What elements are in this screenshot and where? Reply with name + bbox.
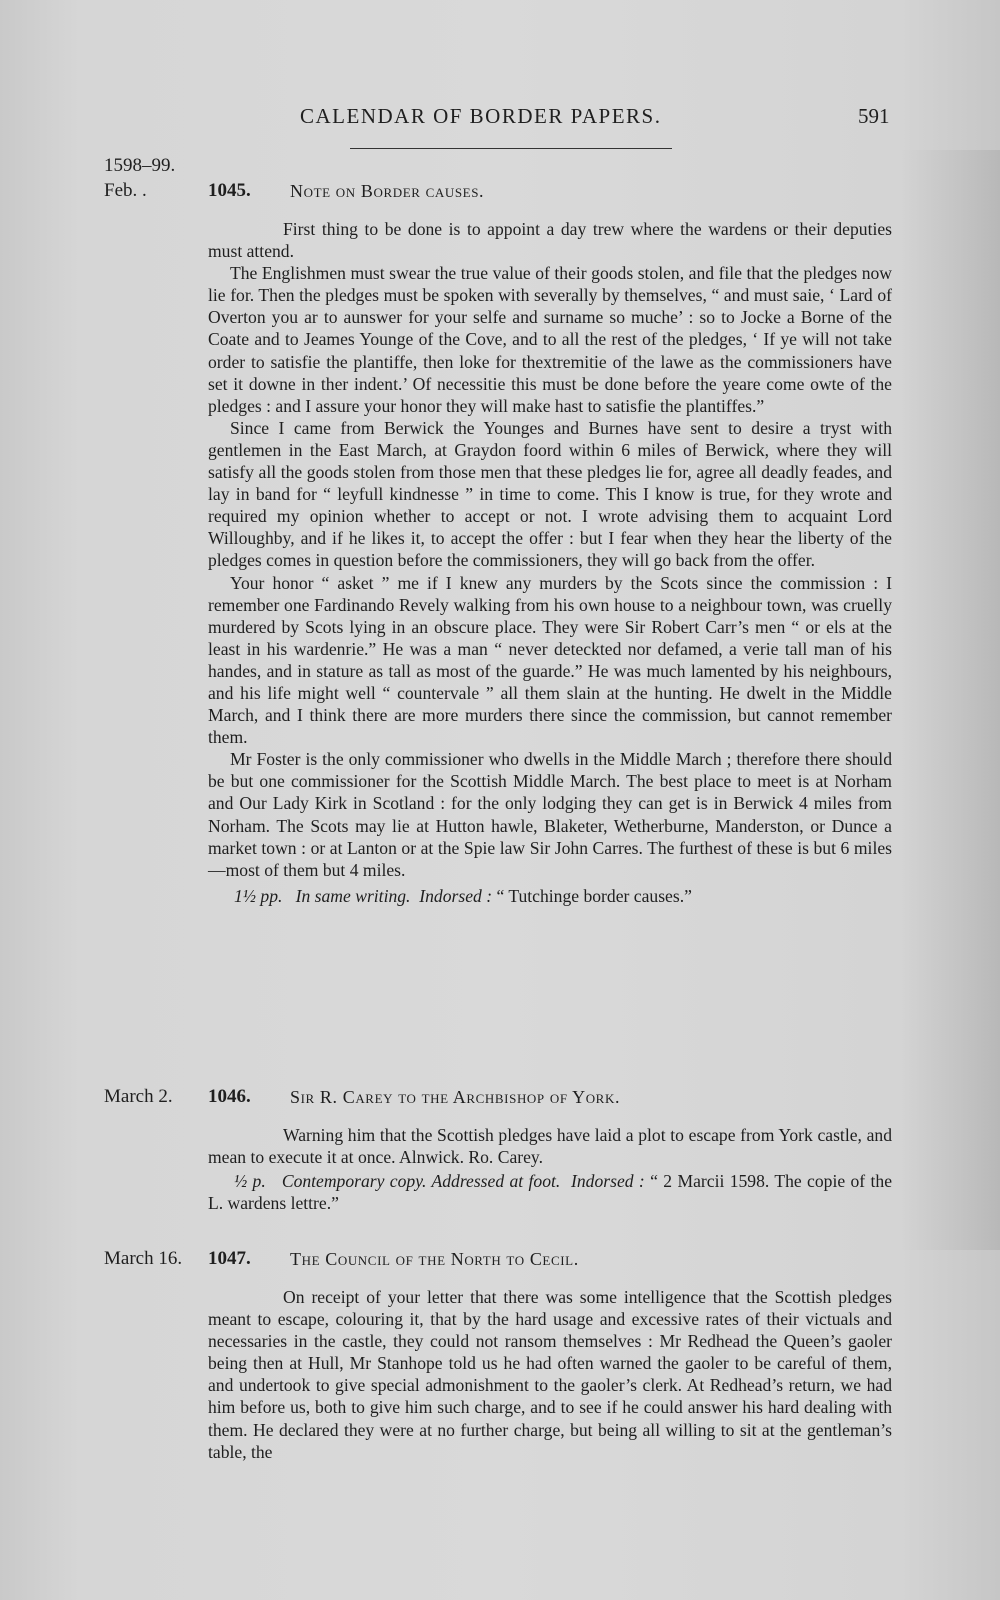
entry-number: 1045. xyxy=(208,180,251,201)
note-text: “ Tutchinge border causes.” xyxy=(496,885,692,906)
note-indorsed: Indorsed : xyxy=(419,885,493,906)
entry-title: Note on Border causes. xyxy=(290,181,485,201)
entry-title: The Council of the North to Cecil. xyxy=(290,1249,579,1269)
paragraph: Mr Foster is the only commissioner who dwells in the Middle March ; therefore there should be but one commissioner for the Scottish Middle March. The best place to meet is at Norham and Our Lady Kirk in Scotland : for the only lodging they can get is in Berwick 4 miles from Norham. The Scots may lie at Hutton hawle, Blaketer, Wetherburne, Manderston, or Dunce a market town : or at Lanton or at the Spie law Sir John Carres. The furthest of these is but 6 miles—most of them but 4 miles. xyxy=(208,749,892,880)
note-writing: In same writing. xyxy=(295,885,411,906)
note-indorsed: Indorsed : xyxy=(571,1171,645,1192)
page-shadow xyxy=(900,150,1000,1250)
document-note xyxy=(208,885,892,907)
entry-body xyxy=(208,1286,892,1463)
entry-date: March 2. xyxy=(104,1086,173,1107)
entry-body xyxy=(208,1124,892,1214)
note-writing: Contemporary copy. Addressed at foot. xyxy=(281,1171,561,1192)
note-pages: 1½ pp. xyxy=(234,885,283,906)
entry-title: Sir R. Carey to the Archbishop of York. xyxy=(290,1087,621,1107)
paragraph: Since I came from Berwick the Younges and Burnes have sent to desire a tryst with gentlemen in the East March, at Graydon foord within 6 miles of Berwick, where they will satisfy all the goods stolen from those men that these pledges lie for, agree all deadly feades, and lay in band for “ leyfull kindnesse ” in time to come. This I know is true, for they wrote and required my opinion whether to accept or not. I wrote advising them to acquaint Lord Willoughby, and if he likes it, to accept the offer : but I fear when they hear the liberty of the pledges comes in question before the commissioners, they will go back from the offer. xyxy=(208,417,892,571)
paragraph: The Englishmen must swear the true value of their goods stolen, and file that the pledges now lie for. Then the pledges must be spoken with severally by themselves, “ and must saie, ‘ Lard of Overton you ar to aunswer for your selfe and surname so muche’ : so to Jocke a Borne of the Coate and to Jeames Younge of the Cove, and to all the rest of the pledges, ‘ If ye will not take order to satisfie the plantiffe, then loke for thextremitie of the lawe as the commissioners have set it downe in ther indent.’ Of necessitie this must be done before the yeare come owte of the pledges : and I assure your honor they will make hast to satisfie the plantiffes.” xyxy=(208,263,892,416)
entry-body xyxy=(208,218,892,907)
page-header xyxy=(0,104,1000,138)
entry-number: 1047. xyxy=(208,1248,251,1269)
year-label: 1598–99. xyxy=(104,155,176,176)
paragraph: Your honor “ asket ” me if I knew any murders by the Scots since the commission : I remember one Fardinando Revely walking from his own house to a neighbour town, was cruelly murdered by Scots lying in an obscure place. They were Sir Robert Carr’s men “ or els at the least in his wardenrie.” He was a man “ never deteckted nor defamed, a verie tall man of his handes, and in stature as tall as most of the guarde.” He was much lamented by his neighbours, and his life might well “ countervale ” all them slain at the hunting. He dwelt in the Middle March, and I think there are more murders there since the commission, but cannot remember them. xyxy=(208,572,892,748)
header-rule xyxy=(350,148,672,149)
entry-date: Feb. . xyxy=(104,180,147,201)
paragraph: On receipt of your letter that there was some intelligence that the Scottish pledges meant to escape, colouring it, that by the hard usage and excessive rates of their victuals and necessaries in the castle, they could not ransom themselves : Mr Redhead the Queen’s gaoler being then at Hull, Mr Stanhope told us he had often warned the gaoler to be careful of them, and undertook to give special admonishment to the gaoler’s clerk. At Redhead’s return, we had him before us, both to give him such charge, and to see if he could answer his hard dealing with them. He declared they were at no further charge, but being all willing to sit at the gentleman’s table, the xyxy=(208,1287,892,1462)
running-title: CALENDAR OF BORDER PAPERS. xyxy=(300,104,662,128)
entry-date: March 16. xyxy=(104,1248,183,1269)
document-note xyxy=(208,1170,892,1214)
page-number: 591 xyxy=(858,104,890,128)
note-text: “ 2 Marcii 1598. The copie of the L. wardens lettre.” xyxy=(208,1171,892,1214)
paragraph: First thing to be done is to appoint a day trew where the wardens or their deputies must attend. xyxy=(208,219,892,262)
paragraph: Warning him that the Scottish pledges have laid a plot to escape from York castle, and mean to execute it at once. Alnwick. Ro. Carey. xyxy=(208,1125,892,1168)
entry-number: 1046. xyxy=(208,1086,251,1107)
note-pages: ½ p. xyxy=(234,1171,266,1192)
